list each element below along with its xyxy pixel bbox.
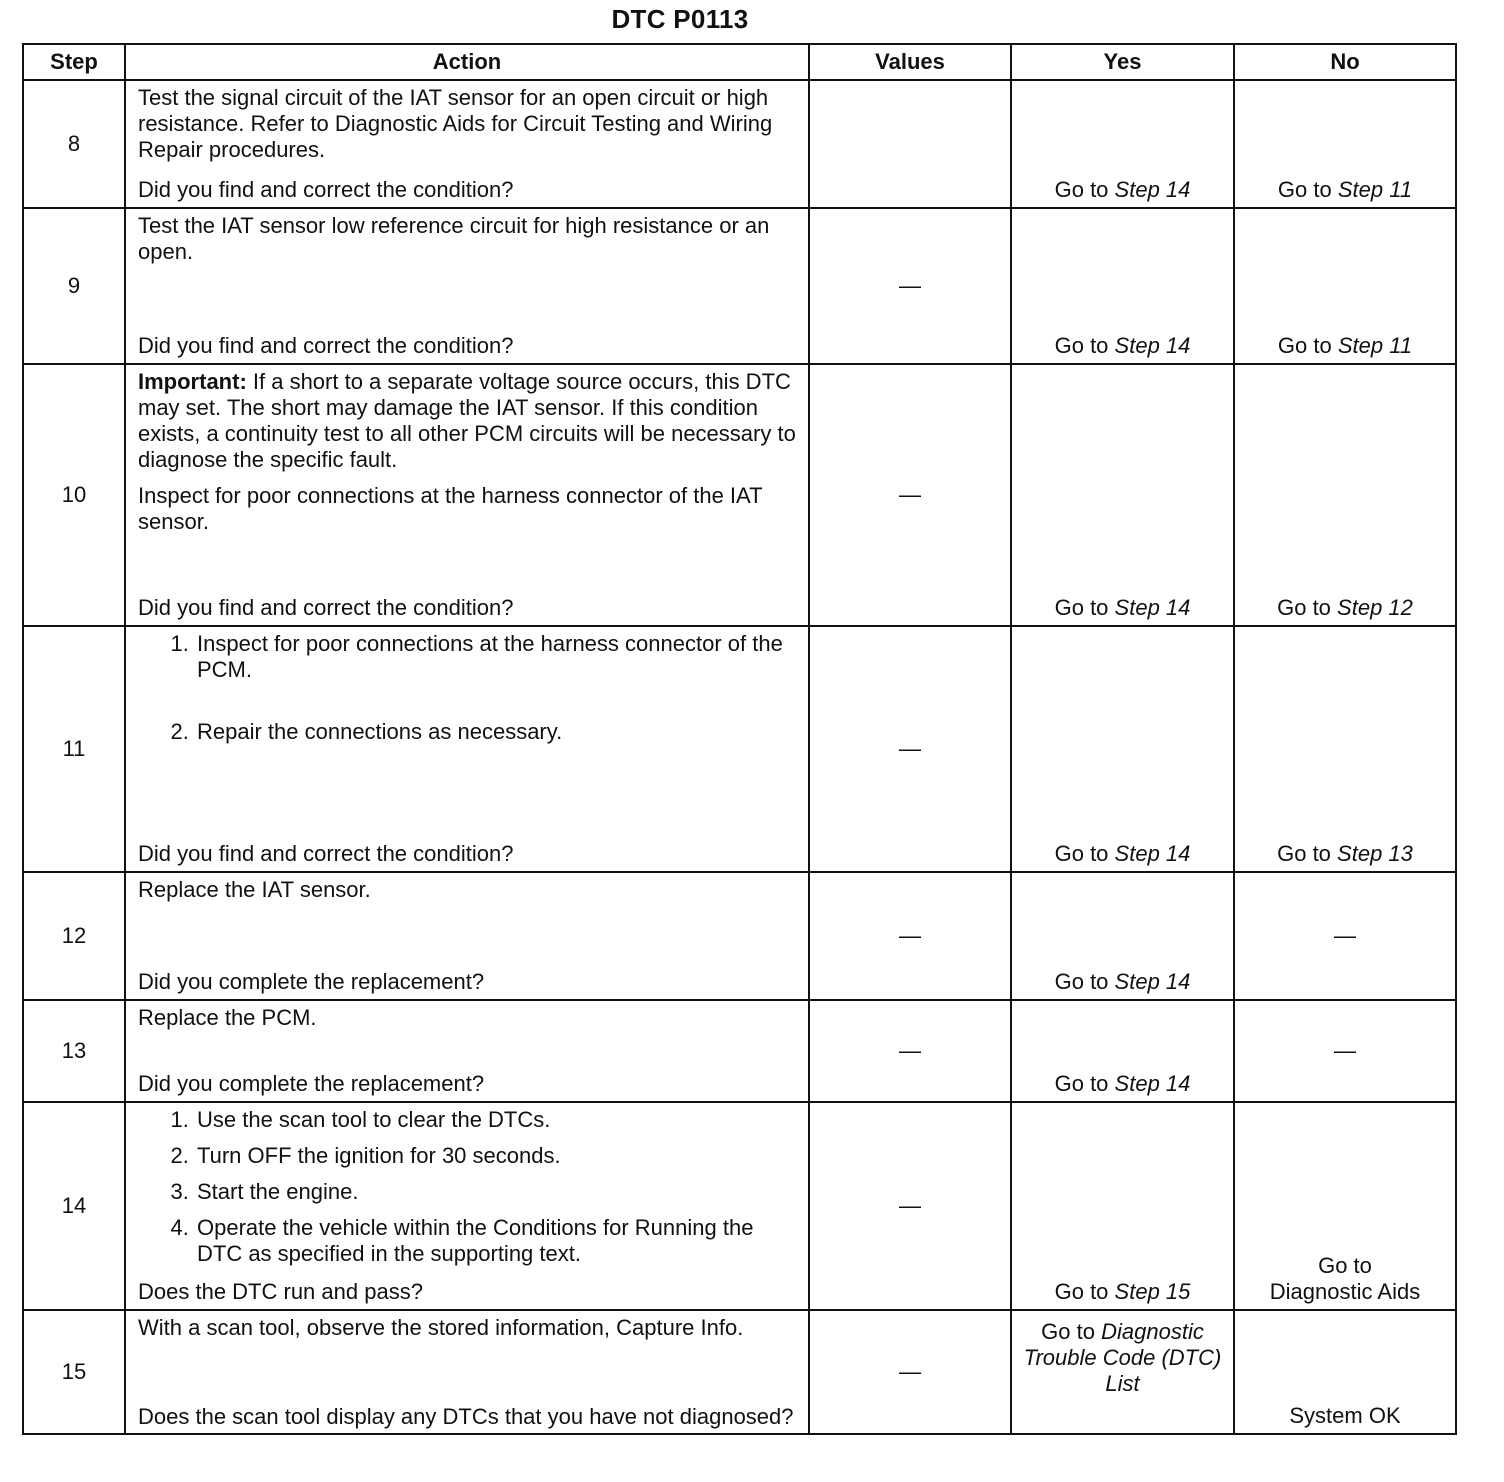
- diagnostic-table: [22, 43, 1457, 1435]
- no-cell: [1234, 80, 1456, 208]
- no-step-link: Step 11: [1337, 177, 1413, 202]
- no-cell: [1234, 208, 1456, 364]
- action-cell: [125, 80, 809, 208]
- yes-step-link: Step 14: [1114, 333, 1191, 358]
- list-item: 1. Inspect for poor connections at the harness connector of the PCM.: [195, 631, 798, 683]
- action-list: [138, 631, 798, 755]
- step-number: 15: [23, 1310, 125, 1434]
- step-number: 9: [23, 208, 125, 364]
- header-step: Step: [23, 44, 125, 80]
- action-cell: [125, 626, 809, 872]
- important-text: If a short to a separate voltage source occurs, this DTC may set. The short may damage the IAT sensor. If this condition exists, a continuity test to all other PCM circuits will be necessary to diagnose the specific fault.: [138, 369, 796, 472]
- action-question: Did you find and correct the condition?: [138, 177, 514, 202]
- yes-prefix: Go to: [1054, 969, 1109, 994]
- yes-cell: [1011, 80, 1234, 208]
- yes-cell: [1011, 1102, 1234, 1310]
- values-cell: —: [809, 1310, 1011, 1434]
- yes-dtc-list-link: Diagnostic Trouble Code (DTC) List: [1023, 1319, 1222, 1396]
- action-text: Replace the PCM.: [138, 1005, 317, 1030]
- no-diagnostic-aids-link: Diagnostic Aids: [1269, 1279, 1421, 1304]
- list-item: 1. Use the scan tool to clear the DTCs.: [195, 1107, 798, 1133]
- header-row: [23, 44, 1456, 80]
- step-number: 8: [23, 80, 125, 208]
- list-item: 2. Turn OFF the ignition for 30 seconds.: [195, 1143, 798, 1169]
- no-cell: [1234, 626, 1456, 872]
- table-row: [23, 1102, 1456, 1310]
- no-prefix: Go to: [1277, 595, 1331, 620]
- yes-step-link: Step 15: [1114, 1279, 1191, 1304]
- yes-prefix: Go to: [1054, 1071, 1109, 1096]
- important-label: Important:: [138, 369, 247, 394]
- values-cell: —: [809, 208, 1011, 364]
- values-cell: [809, 80, 1011, 208]
- no-prefix: Go to: [1277, 177, 1332, 202]
- list-item: 2. Repair the connections as necessary.: [195, 719, 798, 745]
- no-cell: System OK: [1234, 1310, 1456, 1434]
- yes-cell: [1011, 872, 1234, 1000]
- step-number: 12: [23, 872, 125, 1000]
- action-question: Did you complete the replacement?: [138, 1071, 485, 1096]
- step-number: 14: [23, 1102, 125, 1310]
- header-values: Values: [809, 44, 1011, 80]
- yes-cell: [1011, 364, 1234, 626]
- important-note: [138, 369, 798, 473]
- action-question: Does the DTC run and pass?: [138, 1279, 423, 1304]
- yes-cell: [1011, 208, 1234, 364]
- step-number: 10: [23, 364, 125, 626]
- no-prefix: Go to: [1277, 333, 1332, 358]
- yes-prefix: Go to: [1054, 1279, 1109, 1304]
- action-text: Inspect for poor connections at the harness connector of the IAT sensor.: [138, 483, 763, 534]
- yes-step-link: Step 14: [1114, 177, 1191, 202]
- table-row: [23, 80, 1456, 208]
- table-row: [23, 1310, 1456, 1434]
- action-question: Did you find and correct the condition?: [138, 841, 514, 866]
- action-question: Does the scan tool display any DTCs that you have not diagnosed?: [138, 1404, 794, 1429]
- no-step-link: Step 13: [1337, 841, 1413, 866]
- yes-cell: [1011, 626, 1234, 872]
- action-list: [138, 1107, 798, 1267]
- header-no: No: [1234, 44, 1456, 80]
- no-cell: —: [1234, 1000, 1456, 1102]
- yes-prefix: Go to: [1054, 177, 1109, 202]
- yes-prefix: Go to: [1041, 1319, 1095, 1344]
- no-cell: —: [1234, 872, 1456, 1000]
- step-number: 13: [23, 1000, 125, 1102]
- table-row: [23, 626, 1456, 872]
- action-cell: [125, 1000, 809, 1102]
- step-number: 11: [23, 626, 125, 872]
- action-cell: [125, 208, 809, 364]
- yes-step-link: Step 14: [1114, 595, 1191, 620]
- action-text: With a scan tool, observe the stored information, Capture Info.: [138, 1315, 744, 1340]
- action-cell: [125, 872, 809, 1000]
- no-step-link: Step 12: [1337, 595, 1413, 620]
- action-question: Did you complete the replacement?: [138, 969, 485, 994]
- yes-prefix: Go to: [1054, 841, 1109, 866]
- values-cell: —: [809, 626, 1011, 872]
- action-text: Replace the IAT sensor.: [138, 877, 371, 902]
- table-row: [23, 208, 1456, 364]
- header-action: Action: [125, 44, 809, 80]
- list-item: 4. Operate the vehicle within the Conditions for Running the DTC as specified in the supporting text.: [195, 1215, 798, 1267]
- values-cell: —: [809, 872, 1011, 1000]
- no-step-link: Step 11: [1337, 333, 1413, 358]
- action-cell: [125, 1310, 809, 1434]
- yes-prefix: Go to: [1054, 333, 1109, 358]
- table-row: [23, 872, 1456, 1000]
- yes-prefix: Go to: [1054, 595, 1109, 620]
- no-cell: [1234, 1102, 1456, 1310]
- yes-step-link: Step 14: [1114, 1071, 1191, 1096]
- page-title: DTC P0113: [611, 4, 749, 34]
- no-cell: [1234, 364, 1456, 626]
- no-prefix: Go to: [1318, 1253, 1372, 1278]
- table-row: [23, 364, 1456, 626]
- action-text: Test the IAT sensor low reference circuit for high resistance or an open.: [138, 213, 770, 264]
- yes-step-link: Step 14: [1114, 841, 1191, 866]
- action-text: Test the signal circuit of the IAT sensor for an open circuit or high resistance. Refer to Diagnostic Aids for Circuit Testing and Wiring Repair procedures.: [138, 85, 773, 162]
- yes-cell: [1011, 1310, 1234, 1434]
- values-cell: —: [809, 1000, 1011, 1102]
- action-question: Did you find and correct the condition?: [138, 595, 514, 620]
- yes-step-link: Step 14: [1114, 969, 1191, 994]
- action-cell: [125, 1102, 809, 1310]
- action-cell: [125, 364, 809, 626]
- list-item: 3. Start the engine.: [195, 1179, 798, 1205]
- values-cell: —: [809, 1102, 1011, 1310]
- no-prefix: Go to: [1277, 841, 1331, 866]
- action-question: Did you find and correct the condition?: [138, 333, 514, 358]
- table-row: [23, 1000, 1456, 1102]
- values-cell: —: [809, 364, 1011, 626]
- header-yes: Yes: [1011, 44, 1234, 80]
- yes-cell: [1011, 1000, 1234, 1102]
